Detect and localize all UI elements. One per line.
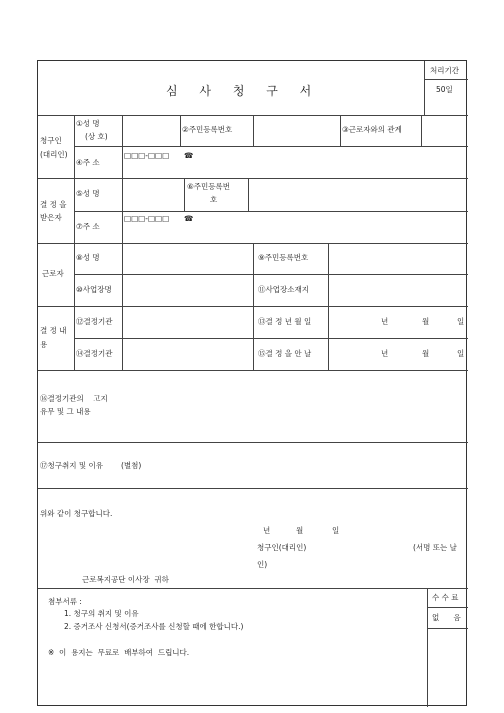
signature-note: (서명 또는 날 <box>413 543 457 552</box>
notice-year: 년 <box>381 349 389 358</box>
worker-section-label: 근로자 <box>42 269 64 278</box>
attachment-item: 2. 증거조사 신청서(증거조사를 신청할 때에 한합니다.) <box>64 622 244 631</box>
recipient-rrn-label: ⑥주민등록번 <box>187 182 230 191</box>
recipient-section-sublabel: 받은자 <box>40 213 62 222</box>
decision-section-sublabel: 용 <box>40 340 48 349</box>
divider <box>424 79 468 80</box>
claimant-section-sublabel: (대리인) <box>40 150 68 159</box>
claimant-name-label: ①성 명 <box>76 119 100 128</box>
divider <box>122 178 123 243</box>
signature-note-cont: 인) <box>257 560 268 569</box>
divider <box>253 115 254 147</box>
claimant-address-label: ④주 소 <box>76 158 100 167</box>
recipient-name-label: ⑤성 명 <box>76 189 100 198</box>
notice-month: 월 <box>422 349 430 358</box>
processing-period-label: 처리기간 <box>430 66 459 75</box>
attachment-item: 1. 청구의 취지 및 이유 <box>64 609 139 618</box>
divider <box>421 115 422 147</box>
phone-icon: ☎ <box>184 151 194 160</box>
divider <box>427 607 468 608</box>
notice-label: ⑯결정기관의 고지 <box>40 394 108 403</box>
divider <box>328 243 329 370</box>
recipient-rrn-label-cont: 호 <box>210 195 218 204</box>
addressee: 근로복지공단 이사장 귀하 <box>82 575 169 584</box>
claimant-postal-code: □□□-□□□ <box>124 151 170 160</box>
attachments-heading: 첨부서류 : <box>48 597 82 606</box>
decision-date-label: ⑬결 정 년 월 일 <box>258 317 312 326</box>
divider <box>424 61 425 115</box>
fee-label: 수 수 료 <box>432 593 459 602</box>
notice-date-label: ⑮결 정 을 안 날 <box>258 349 312 358</box>
decision-section-label: 결 정 내 <box>40 326 67 335</box>
divider <box>427 588 428 707</box>
divider <box>74 146 468 147</box>
form-title: 심 사 청 구 서 <box>166 84 321 98</box>
notice-label-cont: 유무 및 그 내용 <box>40 407 91 416</box>
workplace-address-label: ⑪사업장소재지 <box>258 285 309 294</box>
workplace-name-label: ⑩사업장명 <box>76 285 112 294</box>
divider <box>74 338 468 339</box>
divider <box>74 211 468 212</box>
divider <box>74 115 75 370</box>
attachment-note: (별첨) <box>121 461 142 470</box>
appeal-request-form <box>37 60 467 706</box>
statement-month: 월 <box>296 526 304 535</box>
free-distribution-note: ※ 이 용지는 무료로 배부하여 드립니다. <box>48 648 190 657</box>
recipient-address-label: ⑦주 소 <box>76 222 100 231</box>
divider <box>122 115 123 179</box>
claimant-trade-name-label: (상 호) <box>85 132 108 141</box>
decision-day: 일 <box>457 317 465 326</box>
divider <box>38 488 468 489</box>
claimant-rrn-label: ②주민등록번호 <box>182 125 233 134</box>
divider <box>340 115 341 147</box>
decision-agency-label: ⑫결정기관 <box>76 317 113 326</box>
processing-period-value: 50일 <box>436 85 453 94</box>
divider <box>38 442 468 443</box>
recipient-section-label: 결 정 을 <box>40 200 67 209</box>
divider <box>253 243 254 370</box>
decision-year: 년 <box>381 317 389 326</box>
divider <box>248 178 249 211</box>
divider <box>427 628 468 629</box>
divider <box>184 178 185 211</box>
decision-agency-label-2: ⑭결정기관 <box>76 349 113 358</box>
claimant-relation-label: ③근로자와의 관계 <box>342 125 402 134</box>
purpose-label: ⑰청구취지 및 이유 <box>40 461 103 470</box>
divider <box>38 178 468 179</box>
worker-rrn-label: ⑨주민등록번호 <box>258 253 309 262</box>
notice-day: 일 <box>457 349 465 358</box>
worker-name-label: ⑧성 명 <box>76 253 100 262</box>
statement-year: 년 <box>263 526 271 535</box>
divider <box>180 115 181 147</box>
divider <box>74 274 468 275</box>
divider <box>122 243 123 370</box>
divider <box>38 370 468 371</box>
fee-value: 없 음 <box>432 613 461 622</box>
request-statement: 위와 같이 청구합니다. <box>40 509 113 518</box>
claimant-section-label: 청구인 <box>40 136 62 145</box>
divider <box>38 588 468 589</box>
phone-icon: ☎ <box>184 214 194 223</box>
decision-month: 월 <box>422 317 430 326</box>
recipient-postal-code: □□□-□□□ <box>124 214 170 223</box>
claimant-signature-label: 청구인(대리인) <box>257 543 307 552</box>
statement-day: 일 <box>332 526 340 535</box>
